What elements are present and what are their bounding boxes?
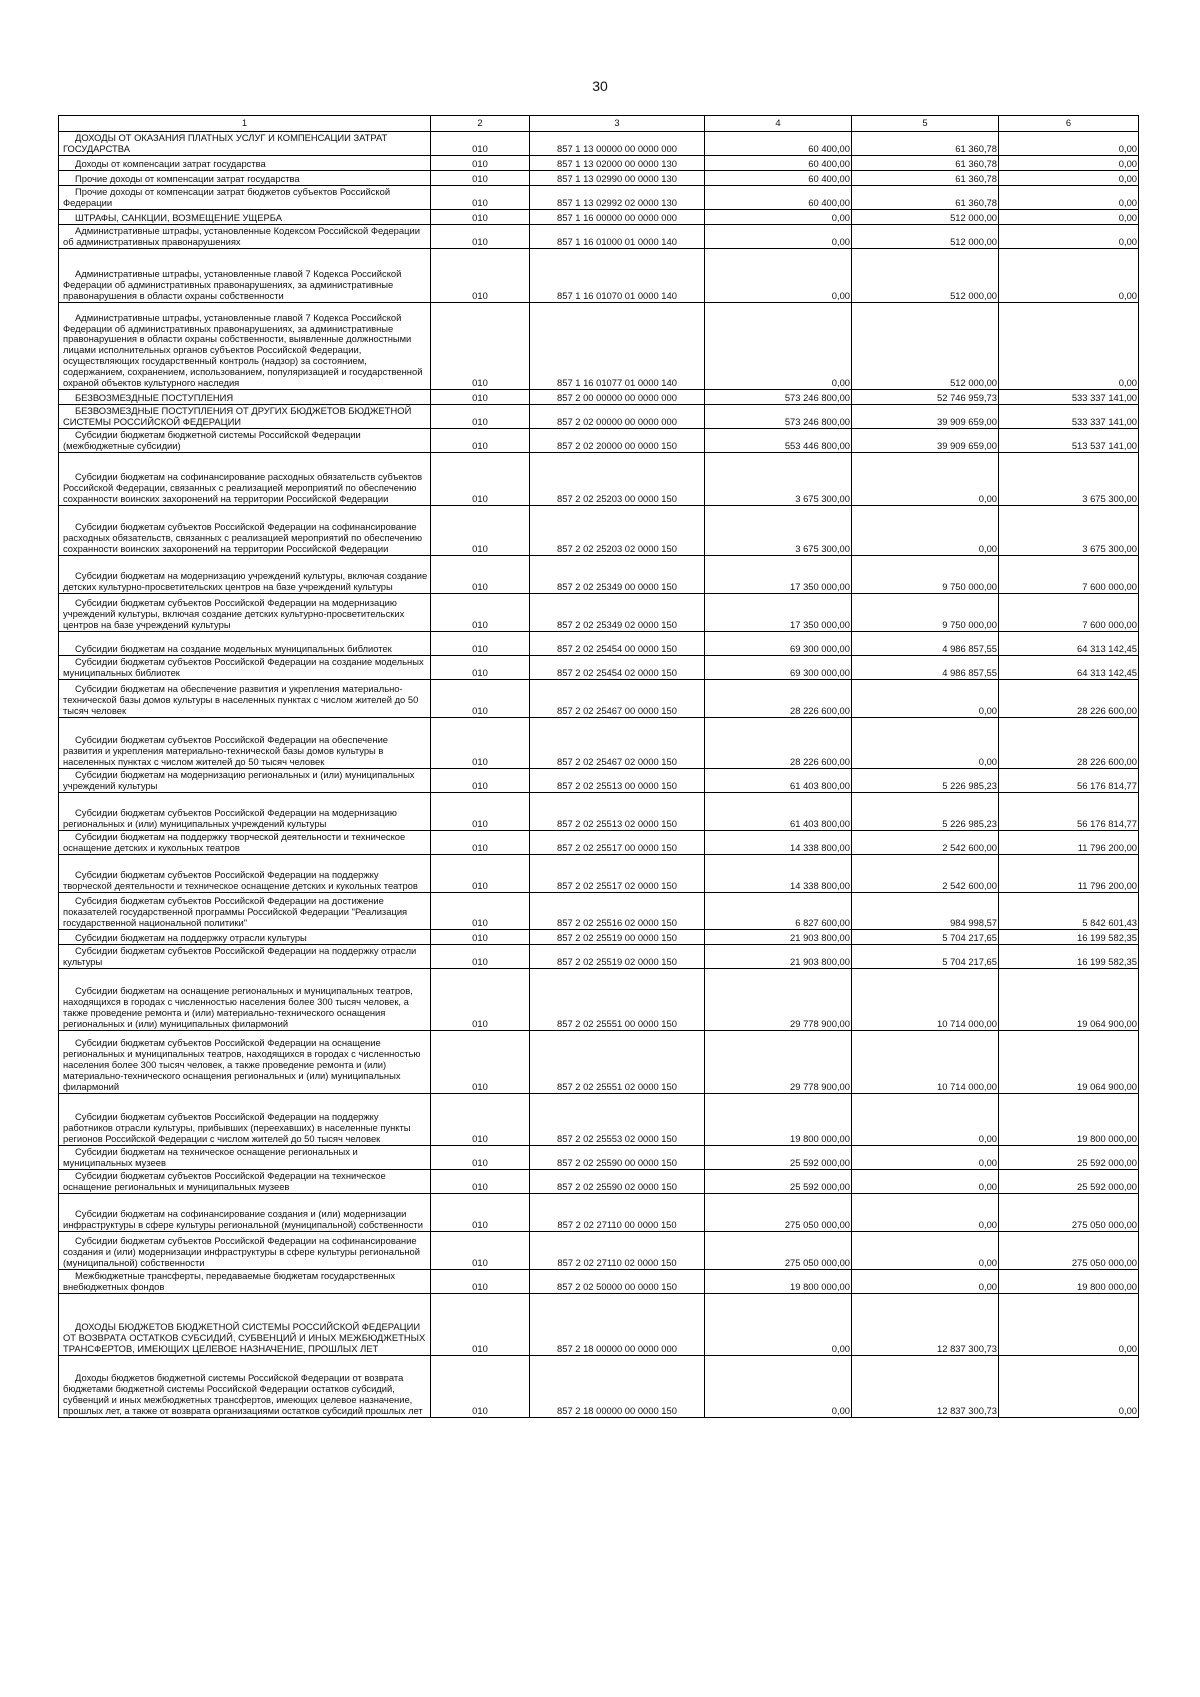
row-col5-cell: 0,00 xyxy=(852,1094,999,1146)
table-row xyxy=(59,156,1139,171)
row-code-cell: 010 xyxy=(431,1031,530,1094)
table-row xyxy=(59,1146,1139,1170)
row-name-cell: Административные штрафы, установленные главой 7 Кодекса Российской Федерации об административных правонарушениях, за административные правонарушения в области охраны собственности xyxy=(59,249,431,303)
table-row xyxy=(59,132,1139,156)
table-row xyxy=(59,556,1139,594)
row-col4-cell: 29 778 900,00 xyxy=(705,969,852,1031)
row-col6-cell: 64 313 142,45 xyxy=(999,632,1139,656)
row-col5-cell: 12 837 300,73 xyxy=(852,1356,999,1418)
row-col6-cell: 19 800 000,00 xyxy=(999,1270,1139,1294)
row-kbk-cell: 857 2 02 25519 00 0000 150 xyxy=(530,930,705,945)
row-code-cell: 010 xyxy=(431,945,530,969)
row-code-cell: 010 xyxy=(431,594,530,632)
row-name-cell: Субсидии бюджетам на поддержку отрасли культуры xyxy=(59,930,431,945)
table-row xyxy=(59,855,1139,893)
row-kbk-cell: 857 2 18 00000 00 0000 000 xyxy=(530,1294,705,1356)
row-col5-cell: 0,00 xyxy=(852,1194,999,1232)
row-code-cell: 010 xyxy=(431,225,530,249)
column-header: 5 xyxy=(852,116,999,132)
row-name-cell: Прочие доходы от компенсации затрат бюджетов субъектов Российской Федерации xyxy=(59,186,431,210)
row-col5-cell: 5 226 985,23 xyxy=(852,793,999,831)
row-code-cell: 010 xyxy=(431,429,530,453)
row-col4-cell: 60 400,00 xyxy=(705,132,852,156)
row-col4-cell: 28 226 600,00 xyxy=(705,718,852,769)
row-kbk-cell: 857 2 02 20000 00 0000 150 xyxy=(530,429,705,453)
row-name-cell: Доходы от компенсации затрат государства xyxy=(59,156,431,171)
row-col5-cell: 0,00 xyxy=(852,1170,999,1194)
row-col6-cell: 28 226 600,00 xyxy=(999,680,1139,718)
row-code-cell: 010 xyxy=(431,855,530,893)
row-col6-cell: 533 337 141,00 xyxy=(999,390,1139,405)
row-col6-cell: 56 176 814,77 xyxy=(999,769,1139,793)
row-col5-cell: 4 986 857,55 xyxy=(852,632,999,656)
row-kbk-cell: 857 2 02 25551 02 0000 150 xyxy=(530,1031,705,1094)
table-row xyxy=(59,893,1139,930)
table-body xyxy=(59,132,1139,1418)
row-col4-cell: 19 800 000,00 xyxy=(705,1094,852,1146)
row-kbk-cell: 857 2 02 25454 02 0000 150 xyxy=(530,656,705,680)
column-header: 6 xyxy=(999,116,1139,132)
row-col6-cell: 19 064 900,00 xyxy=(999,969,1139,1031)
row-name-cell: БЕЗВОЗМЕЗДНЫЕ ПОСТУПЛЕНИЯ ОТ ДРУГИХ БЮДЖЕТОВ БЮДЖЕТНОЙ СИСТЕМЫ РОССИЙСКОЙ ФЕДЕРАЦИИ xyxy=(59,405,431,429)
row-col6-cell: 275 050 000,00 xyxy=(999,1194,1139,1232)
row-code-cell: 010 xyxy=(431,831,530,855)
row-col4-cell: 14 338 800,00 xyxy=(705,855,852,893)
row-code-cell: 010 xyxy=(431,453,530,506)
row-col6-cell: 0,00 xyxy=(999,1356,1139,1418)
row-kbk-cell: 857 2 02 25553 02 0000 150 xyxy=(530,1094,705,1146)
row-kbk-cell: 857 1 16 00000 00 0000 000 xyxy=(530,210,705,225)
row-col4-cell: 21 903 800,00 xyxy=(705,945,852,969)
row-col5-cell: 9 750 000,00 xyxy=(852,594,999,632)
row-name-cell: Субсидия бюджетам субъектов Российской Федерации на достижение показателей государственной программы Российской Федерации "Реализация государственной национальной политики" xyxy=(59,893,431,930)
row-col6-cell: 0,00 xyxy=(999,210,1139,225)
row-col5-cell: 5 704 217,65 xyxy=(852,930,999,945)
row-col4-cell: 0,00 xyxy=(705,1294,852,1356)
row-kbk-cell: 857 2 02 25454 00 0000 150 xyxy=(530,632,705,656)
row-col4-cell: 6 827 600,00 xyxy=(705,893,852,930)
row-kbk-cell: 857 2 02 25551 00 0000 150 xyxy=(530,969,705,1031)
row-code-cell: 010 xyxy=(431,171,530,186)
row-name-cell: Субсидии бюджетам субъектов Российской Федерации на софинансирование создания и (или) модернизации инфраструктуры в сфере культуры региональной (муниципальной) собственности xyxy=(59,1232,431,1270)
row-kbk-cell: 857 2 02 25590 02 0000 150 xyxy=(530,1170,705,1194)
row-col4-cell: 17 350 000,00 xyxy=(705,556,852,594)
row-col4-cell: 573 246 800,00 xyxy=(705,405,852,429)
row-col6-cell: 11 796 200,00 xyxy=(999,855,1139,893)
row-col6-cell: 19 800 000,00 xyxy=(999,1094,1139,1146)
row-kbk-cell: 857 2 02 27110 00 0000 150 xyxy=(530,1194,705,1232)
table-row xyxy=(59,632,1139,656)
row-col4-cell: 28 226 600,00 xyxy=(705,680,852,718)
row-code-cell: 010 xyxy=(431,1170,530,1194)
row-kbk-cell: 857 2 02 25349 00 0000 150 xyxy=(530,556,705,594)
table-row xyxy=(59,718,1139,769)
row-col4-cell: 21 903 800,00 xyxy=(705,930,852,945)
row-kbk-cell: 857 2 00 00000 00 0000 000 xyxy=(530,390,705,405)
row-col5-cell: 52 746 959,73 xyxy=(852,390,999,405)
row-code-cell: 010 xyxy=(431,680,530,718)
row-code-cell: 010 xyxy=(431,132,530,156)
row-name-cell: Субсидии бюджетам субъектов Российской Федерации на софинансирование расходных обязательств, связанных с реализацией мероприятий по обеспечению сохранности воинских захоронений на территории Российской Федерации xyxy=(59,506,431,556)
row-col4-cell: 3 675 300,00 xyxy=(705,506,852,556)
table-row xyxy=(59,453,1139,506)
row-code-cell: 010 xyxy=(431,1094,530,1146)
row-col4-cell: 17 350 000,00 xyxy=(705,594,852,632)
row-col4-cell: 275 050 000,00 xyxy=(705,1232,852,1270)
row-col5-cell: 61 360,78 xyxy=(852,156,999,171)
table-row xyxy=(59,1031,1139,1094)
row-code-cell: 010 xyxy=(431,793,530,831)
row-kbk-cell: 857 1 13 02000 00 0000 130 xyxy=(530,156,705,171)
row-kbk-cell: 857 2 02 25203 00 0000 150 xyxy=(530,453,705,506)
row-kbk-cell: 857 1 13 00000 00 0000 000 xyxy=(530,132,705,156)
row-code-cell: 010 xyxy=(431,930,530,945)
row-name-cell: Субсидии бюджетам на софинансирование создания и (или) модернизации инфраструктуры в сфере культуры региональной (муниципальной) собственности xyxy=(59,1194,431,1232)
row-col6-cell: 16 199 582,35 xyxy=(999,945,1139,969)
table-row xyxy=(59,793,1139,831)
table-row xyxy=(59,506,1139,556)
row-col4-cell: 61 403 800,00 xyxy=(705,793,852,831)
row-col4-cell: 25 592 000,00 xyxy=(705,1146,852,1170)
row-name-cell: Субсидии бюджетам на модернизацию региональных и (или) муниципальных учреждений культуры xyxy=(59,769,431,793)
row-kbk-cell: 857 2 02 50000 00 0000 150 xyxy=(530,1270,705,1294)
row-kbk-cell: 857 1 16 01070 01 0000 140 xyxy=(530,249,705,303)
row-col6-cell: 7 600 000,00 xyxy=(999,556,1139,594)
row-code-cell: 010 xyxy=(431,210,530,225)
row-col6-cell: 28 226 600,00 xyxy=(999,718,1139,769)
row-col5-cell: 39 909 659,00 xyxy=(852,405,999,429)
row-col5-cell: 10 714 000,00 xyxy=(852,969,999,1031)
row-col6-cell: 513 537 141,00 xyxy=(999,429,1139,453)
row-col5-cell: 9 750 000,00 xyxy=(852,556,999,594)
row-col4-cell: 0,00 xyxy=(705,303,852,390)
row-name-cell: ШТРАФЫ, САНКЦИИ, ВОЗМЕЩЕНИЕ УЩЕРБА xyxy=(59,210,431,225)
row-col6-cell: 16 199 582,35 xyxy=(999,930,1139,945)
row-kbk-cell: 857 2 18 00000 00 0000 150 xyxy=(530,1356,705,1418)
row-kbk-cell: 857 2 02 25513 00 0000 150 xyxy=(530,769,705,793)
column-header: 2 xyxy=(431,116,530,132)
table-row xyxy=(59,594,1139,632)
row-name-cell: Субсидии бюджетам на оснащение региональных и муниципальных театров, находящихся в городах с численностью населения более 300 тысяч человек, а также проведение ремонта и (или) материально-технического оснащения региональных и (или) муниципальных филармоний xyxy=(59,969,431,1031)
row-name-cell: Субсидии бюджетам на техническое оснащение региональных и муниципальных музеев xyxy=(59,1146,431,1170)
row-code-cell: 010 xyxy=(431,249,530,303)
row-kbk-cell: 857 2 02 25349 02 0000 150 xyxy=(530,594,705,632)
row-code-cell: 010 xyxy=(431,186,530,210)
row-name-cell: Административные штрафы, установленные главой 7 Кодекса Российской Федерации об административных правонарушениях, за административные правонарушения в области охраны собственности, выявленные должностными лицами исполнительных органов субъектов Российской Федерации, осуществляющих государственный контроль (надзор) за состоянием, содержанием, сохранением, использованием, популяризацией и государственной охраной объектов культурного наследия xyxy=(59,303,431,390)
row-col5-cell: 0,00 xyxy=(852,1232,999,1270)
row-col6-cell: 56 176 814,77 xyxy=(999,793,1139,831)
row-code-cell: 010 xyxy=(431,632,530,656)
row-kbk-cell: 857 2 02 27110 02 0000 150 xyxy=(530,1232,705,1270)
row-kbk-cell: 857 2 02 25516 02 0000 150 xyxy=(530,893,705,930)
row-col4-cell: 573 246 800,00 xyxy=(705,390,852,405)
row-code-cell: 010 xyxy=(431,1146,530,1170)
table-row xyxy=(59,769,1139,793)
row-col6-cell: 64 313 142,45 xyxy=(999,656,1139,680)
table-row xyxy=(59,1094,1139,1146)
row-col6-cell: 25 592 000,00 xyxy=(999,1146,1139,1170)
row-name-cell: Субсидии бюджетам субъектов Российской Федерации на обеспечение развития и укрепления материально-технической базы домов культуры в населенных пунктах с числом жителей до 50 тысяч человек xyxy=(59,718,431,769)
row-name-cell: Субсидии бюджетам субъектов Российской Федерации на модернизацию региональных и (или) муниципальных учреждений культуры xyxy=(59,793,431,831)
column-header: 4 xyxy=(705,116,852,132)
row-col4-cell: 29 778 900,00 xyxy=(705,1031,852,1094)
row-col6-cell: 0,00 xyxy=(999,171,1139,186)
row-name-cell: Субсидии бюджетам на модернизацию учреждений культуры, включая создание детских культурно-просветительских центров на базе учреждений культуры xyxy=(59,556,431,594)
row-name-cell: Субсидии бюджетам на создание модельных муниципальных библиотек xyxy=(59,632,431,656)
row-code-cell: 010 xyxy=(431,893,530,930)
row-name-cell: Доходы бюджетов бюджетной системы Российской Федерации от возврата бюджетами бюджетной системы Российской Федерации остатков субсидий, субвенций и иных межбюджетных трансфертов, имеющих целевое назначение, прошлых лет, а также от возврата организациями остатков субсидий прошлых лет xyxy=(59,1356,431,1418)
page-number: 30 xyxy=(592,78,608,94)
table-row xyxy=(59,225,1139,249)
row-code-cell: 010 xyxy=(431,1356,530,1418)
column-header: 1 xyxy=(59,116,431,132)
row-kbk-cell: 857 2 02 25203 02 0000 150 xyxy=(530,506,705,556)
row-col6-cell: 3 675 300,00 xyxy=(999,453,1139,506)
table-row xyxy=(59,656,1139,680)
row-code-cell: 010 xyxy=(431,390,530,405)
row-col4-cell: 275 050 000,00 xyxy=(705,1194,852,1232)
row-col6-cell: 0,00 xyxy=(999,132,1139,156)
row-code-cell: 010 xyxy=(431,769,530,793)
row-name-cell: ДОХОДЫ ОТ ОКАЗАНИЯ ПЛАТНЫХ УСЛУГ И КОМПЕНСАЦИИ ЗАТРАТ ГОСУДАРСТВА xyxy=(59,132,431,156)
row-col4-cell: 0,00 xyxy=(705,1356,852,1418)
row-col5-cell: 61 360,78 xyxy=(852,132,999,156)
row-col5-cell: 0,00 xyxy=(852,680,999,718)
row-code-cell: 010 xyxy=(431,656,530,680)
table-row xyxy=(59,303,1139,390)
table-row xyxy=(59,186,1139,210)
row-name-cell: Субсидии бюджетам на софинансирование расходных обязательств субъектов Российской Федерации, связанных с реализацией мероприятий по обеспечению сохранности воинских захоронений на территории Российской Федерации xyxy=(59,453,431,506)
row-kbk-cell: 857 1 16 01000 01 0000 140 xyxy=(530,225,705,249)
row-col6-cell: 11 796 200,00 xyxy=(999,831,1139,855)
row-col5-cell: 512 000,00 xyxy=(852,249,999,303)
table-row xyxy=(59,1170,1139,1194)
row-name-cell: Межбюджетные трансферты, передаваемые бюджетам государственных внебюджетных фондов xyxy=(59,1270,431,1294)
row-col4-cell: 3 675 300,00 xyxy=(705,453,852,506)
row-name-cell: Субсидии бюджетам бюджетной системы Российской Федерации (межбюджетные субсидии) xyxy=(59,429,431,453)
row-col5-cell: 61 360,78 xyxy=(852,171,999,186)
row-name-cell: Субсидии бюджетам субъектов Российской Федерации на поддержку работников отрасли культуры, прибывших (переехавших) в населенные пункты регионов Российской Федерации с числом жителей до 50 тысяч человек xyxy=(59,1094,431,1146)
row-col4-cell: 69 300 000,00 xyxy=(705,632,852,656)
row-col4-cell: 14 338 800,00 xyxy=(705,831,852,855)
row-col4-cell: 61 403 800,00 xyxy=(705,769,852,793)
row-col4-cell: 0,00 xyxy=(705,249,852,303)
row-col6-cell: 0,00 xyxy=(999,156,1139,171)
row-name-cell: Субсидии бюджетам субъектов Российской Федерации на техническое оснащение региональных и муниципальных музеев xyxy=(59,1170,431,1194)
row-name-cell: Субсидии бюджетам субъектов Российской Федерации на поддержку творческой деятельности и техническое оснащение детских и кукольных театров xyxy=(59,855,431,893)
row-col5-cell: 5 704 217,65 xyxy=(852,945,999,969)
row-kbk-cell: 857 2 02 25519 02 0000 150 xyxy=(530,945,705,969)
row-kbk-cell: 857 1 13 02990 00 0000 130 xyxy=(530,171,705,186)
row-col5-cell: 512 000,00 xyxy=(852,210,999,225)
table-row xyxy=(59,1356,1139,1418)
row-col6-cell: 275 050 000,00 xyxy=(999,1232,1139,1270)
row-code-cell: 010 xyxy=(431,156,530,171)
row-col5-cell: 0,00 xyxy=(852,453,999,506)
table-row xyxy=(59,945,1139,969)
row-col4-cell: 0,00 xyxy=(705,225,852,249)
row-name-cell: Субсидии бюджетам субъектов Российской Федерации на создание модельных муниципальных библиотек xyxy=(59,656,431,680)
table-row xyxy=(59,249,1139,303)
row-col5-cell: 4 986 857,55 xyxy=(852,656,999,680)
row-name-cell: БЕЗВОЗМЕЗДНЫЕ ПОСТУПЛЕНИЯ xyxy=(59,390,431,405)
row-col5-cell: 0,00 xyxy=(852,506,999,556)
row-col5-cell: 0,00 xyxy=(852,1270,999,1294)
table-row xyxy=(59,1270,1139,1294)
table-row xyxy=(59,969,1139,1031)
table-row xyxy=(59,390,1139,405)
row-kbk-cell: 857 2 02 25590 00 0000 150 xyxy=(530,1146,705,1170)
row-kbk-cell: 857 2 02 00000 00 0000 000 xyxy=(530,405,705,429)
table-row xyxy=(59,680,1139,718)
row-name-cell: Субсидии бюджетам субъектов Российской Федерации на оснащение региональных и муниципальных театров, находящихся в городах с численностью населения более 300 тысяч человек, а также проведение ремонта и (или) материально-технического оснащения региональных и (или) муниципальных филармоний xyxy=(59,1031,431,1094)
row-col4-cell: 553 446 800,00 xyxy=(705,429,852,453)
row-code-cell: 010 xyxy=(431,1232,530,1270)
row-col5-cell: 984 998,57 xyxy=(852,893,999,930)
row-kbk-cell: 857 2 02 25467 02 0000 150 xyxy=(530,718,705,769)
table-row xyxy=(59,429,1139,453)
row-col5-cell: 39 909 659,00 xyxy=(852,429,999,453)
table-row xyxy=(59,171,1139,186)
row-col5-cell: 2 542 600,00 xyxy=(852,855,999,893)
row-col4-cell: 60 400,00 xyxy=(705,171,852,186)
row-col5-cell: 61 360,78 xyxy=(852,186,999,210)
row-name-cell: Субсидии бюджетам на обеспечение развития и укрепления материально-технической базы домов культуры в населенных пунктах с числом жителей до 50 тысяч человек xyxy=(59,680,431,718)
table-row xyxy=(59,831,1139,855)
row-col6-cell: 3 675 300,00 xyxy=(999,506,1139,556)
row-col6-cell: 0,00 xyxy=(999,225,1139,249)
row-col5-cell: 5 226 985,23 xyxy=(852,769,999,793)
row-col4-cell: 60 400,00 xyxy=(705,156,852,171)
row-code-cell: 010 xyxy=(431,405,530,429)
row-kbk-cell: 857 2 02 25517 02 0000 150 xyxy=(530,855,705,893)
row-col6-cell: 533 337 141,00 xyxy=(999,405,1139,429)
row-col4-cell: 25 592 000,00 xyxy=(705,1170,852,1194)
row-kbk-cell: 857 1 16 01077 01 0000 140 xyxy=(530,303,705,390)
table-row xyxy=(59,1294,1139,1356)
row-code-cell: 010 xyxy=(431,1294,530,1356)
row-col6-cell: 0,00 xyxy=(999,303,1139,390)
row-col5-cell: 10 714 000,00 xyxy=(852,1031,999,1094)
table-row xyxy=(59,405,1139,429)
row-col6-cell: 19 064 900,00 xyxy=(999,1031,1139,1094)
row-col4-cell: 60 400,00 xyxy=(705,186,852,210)
row-col4-cell: 69 300 000,00 xyxy=(705,656,852,680)
row-col6-cell: 0,00 xyxy=(999,249,1139,303)
column-header: 3 xyxy=(530,116,705,132)
row-col6-cell: 7 600 000,00 xyxy=(999,594,1139,632)
row-col5-cell: 512 000,00 xyxy=(852,225,999,249)
row-name-cell: Прочие доходы от компенсации затрат государства xyxy=(59,171,431,186)
row-col6-cell: 25 592 000,00 xyxy=(999,1170,1139,1194)
table-row xyxy=(59,210,1139,225)
row-code-cell: 010 xyxy=(431,506,530,556)
row-code-cell: 010 xyxy=(431,1194,530,1232)
row-code-cell: 010 xyxy=(431,969,530,1031)
row-col5-cell: 0,00 xyxy=(852,1146,999,1170)
row-name-cell: ДОХОДЫ БЮДЖЕТОВ БЮДЖЕТНОЙ СИСТЕМЫ РОССИЙСКОЙ ФЕДЕРАЦИИ ОТ ВОЗВРАТА ОСТАТКОВ СУБСИДИЙ, СУБВЕНЦИЙ И ИНЫХ МЕЖБЮДЖЕТНЫХ ТРАНСФЕРТОВ, ИМЕЮЩИХ ЦЕЛЕВОЕ НАЗНАЧЕНИЕ, ПРОШЛЫХ ЛЕТ xyxy=(59,1294,431,1356)
budget-table xyxy=(58,115,1139,1418)
row-kbk-cell: 857 2 02 25517 00 0000 150 xyxy=(530,831,705,855)
row-col5-cell: 512 000,00 xyxy=(852,303,999,390)
row-name-cell: Субсидии бюджетам субъектов Российской Федерации на модернизацию учреждений культуры, включая создание детских культурно-просветительских центров на базе учреждений культуры xyxy=(59,594,431,632)
row-code-cell: 010 xyxy=(431,1270,530,1294)
table-row xyxy=(59,1232,1139,1270)
header-row xyxy=(59,116,1139,132)
row-name-cell: Административные штрафы, установленные Кодексом Российской Федерации об административных правонарушениях xyxy=(59,225,431,249)
row-code-cell: 010 xyxy=(431,303,530,390)
table-row xyxy=(59,1194,1139,1232)
row-col6-cell: 0,00 xyxy=(999,1294,1139,1356)
row-col5-cell: 0,00 xyxy=(852,718,999,769)
row-col5-cell: 12 837 300,73 xyxy=(852,1294,999,1356)
table-row xyxy=(59,930,1139,945)
row-kbk-cell: 857 1 13 02992 02 0000 130 xyxy=(530,186,705,210)
row-code-cell: 010 xyxy=(431,556,530,594)
row-kbk-cell: 857 2 02 25467 00 0000 150 xyxy=(530,680,705,718)
row-col4-cell: 19 800 000,00 xyxy=(705,1270,852,1294)
row-col6-cell: 5 842 601,43 xyxy=(999,893,1139,930)
row-col6-cell: 0,00 xyxy=(999,186,1139,210)
row-code-cell: 010 xyxy=(431,718,530,769)
row-col5-cell: 2 542 600,00 xyxy=(852,831,999,855)
row-name-cell: Субсидии бюджетам на поддержку творческой деятельности и техническое оснащение детских и кукольных театров xyxy=(59,831,431,855)
row-kbk-cell: 857 2 02 25513 02 0000 150 xyxy=(530,793,705,831)
row-name-cell: Субсидии бюджетам субъектов Российской Федерации на поддержку отрасли культуры xyxy=(59,945,431,969)
row-col4-cell: 0,00 xyxy=(705,210,852,225)
